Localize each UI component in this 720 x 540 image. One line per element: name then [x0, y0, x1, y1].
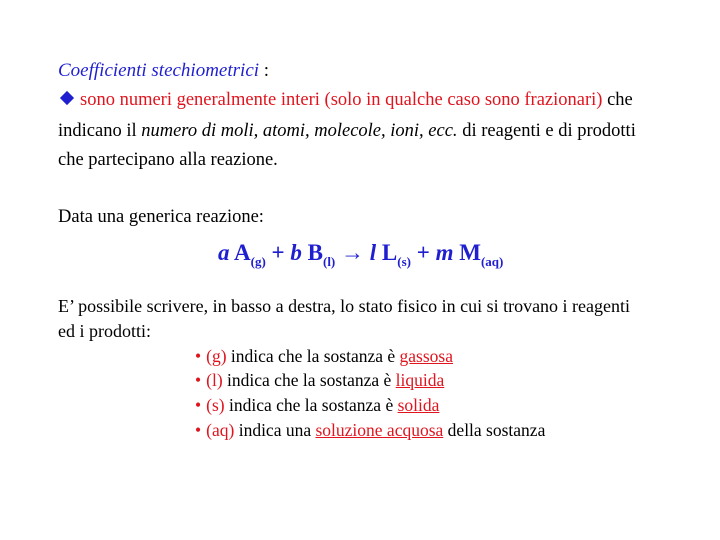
species-m: M [459, 240, 481, 265]
state-desc-tail: della sostanza [443, 420, 546, 440]
state-a: (g) [250, 254, 266, 269]
state-item-liquid [195, 370, 444, 391]
para1-line1 [58, 90, 633, 111]
species-b: B [307, 240, 323, 265]
state-b: (l) [322, 254, 336, 269]
slide-title [58, 60, 269, 82]
state-code: (g) [206, 346, 227, 366]
state-term: soluzione acquosa [315, 420, 444, 440]
coef-m: m [435, 240, 454, 265]
para1-line2-pre: indicano il [58, 121, 142, 141]
bullet-dot-icon: • [195, 420, 202, 440]
title-colon: : [259, 60, 270, 81]
coef-b: b [290, 240, 302, 265]
reaction-arrow-icon: → [341, 240, 365, 265]
reaction-equation [218, 240, 503, 270]
species-l: L [381, 240, 398, 265]
state-term: liquida [395, 370, 445, 390]
coef-a: a [218, 240, 230, 265]
para1-lead-tail: che [602, 90, 633, 110]
para1-line2-post: di reagenti e di prodotti [457, 121, 636, 141]
plus-sign: + [271, 240, 285, 265]
title-text: Coefficienti stechiometrici [58, 60, 260, 81]
state-code: (aq) [206, 420, 235, 440]
state-desc: indica che la sostanza è [226, 346, 400, 366]
plus-sign: + [416, 240, 430, 265]
para1-line2-italic: numero di moli, atomi, molecole, ioni, ecc. [141, 121, 458, 141]
para3-line2: ed i prodotti: [58, 321, 151, 341]
diamond-bullet-icon [60, 91, 74, 105]
state-item-solid [195, 395, 439, 416]
state-term: gassosa [399, 346, 453, 366]
bullet-dot-icon: • [195, 370, 202, 390]
bullet-dot-icon: • [195, 395, 202, 415]
state-item-gas [195, 346, 453, 367]
state-code: (l) [206, 370, 223, 390]
species-a: A [233, 240, 251, 265]
state-desc: indica che la sostanza è [222, 370, 396, 390]
coef-l: l [369, 240, 377, 265]
para1-line2 [58, 121, 636, 142]
para3-line1: E’ possibile scrivere, in basso a destra, lo stato fisico in cui si trovano i reagenti [58, 296, 631, 316]
state-code: (s) [206, 395, 225, 415]
para1-line3: che partecipano alla reazione. [58, 150, 278, 170]
state-m: (aq) [480, 254, 504, 269]
state-desc: indica che la sostanza è [224, 395, 398, 415]
state-term: solida [397, 395, 440, 415]
state-desc: indica una [234, 420, 316, 440]
bullet-dot-icon: • [195, 346, 202, 366]
para2-intro: Data una generica reazione: [58, 207, 264, 227]
para1-lead: sono numeri generalmente interi (solo in qualche caso sono frazionari) [80, 90, 603, 110]
state-item-aqueous [195, 420, 545, 441]
state-l: (s) [397, 254, 411, 269]
